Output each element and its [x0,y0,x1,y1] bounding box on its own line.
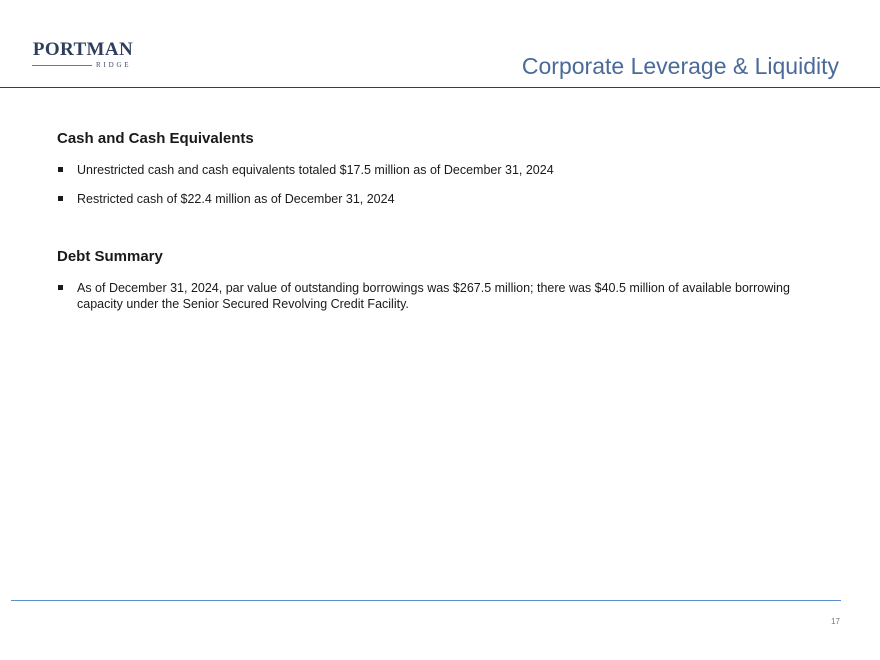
cash-bullet-list [57,162,837,207]
square-bullet-icon [58,285,63,290]
square-bullet-icon [58,167,63,172]
logo-subtitle: RIDGE [96,61,132,69]
cash-section-heading: Cash and Cash Equivalents [57,130,254,147]
list-item [57,162,837,178]
list-item [57,280,837,312]
header-divider [0,87,880,88]
debt-section [57,248,837,325]
bullet-text: Unrestricted cash and cash equivalents totaled $17.5 million as of December 31, 2024 [77,163,554,177]
logo-rule [32,65,92,66]
cash-section [57,130,837,220]
page-number: 17 [831,617,840,626]
debt-bullet-list [57,280,837,312]
debt-section-heading: Debt Summary [57,248,163,265]
list-item [57,191,837,207]
page-title: Corporate Leverage & Liquidity [521,53,839,79]
bullet-text: Restricted cash of $22.4 million as of December 31, 2024 [77,192,395,206]
square-bullet-icon [58,196,63,201]
footer-divider [11,600,841,601]
portman-ridge-logo [32,40,134,72]
bullet-text: As of December 31, 2024, par value of outstanding borrowings was $267.5 million; there was $40.5 million of available borrowing capacity under the Senior Secured Revolving Credit Facility. [77,281,790,311]
logo-wordmark: PORTMAN [32,39,134,60]
